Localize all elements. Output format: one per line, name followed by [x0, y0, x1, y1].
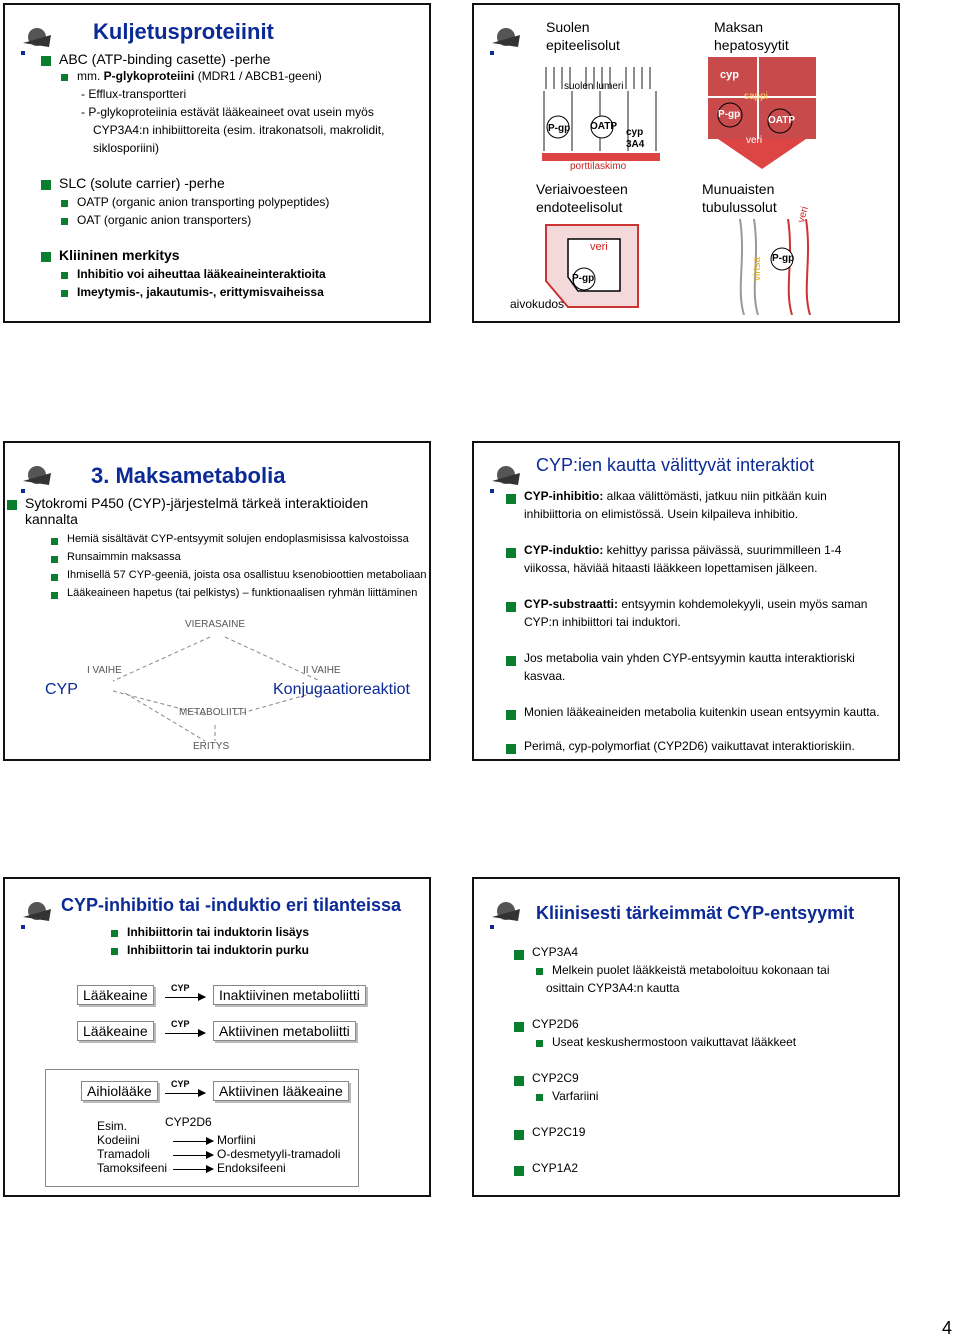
- inhibitio-text: alkaa välittömästi, jatkuu niin pitkään kuin: [603, 489, 827, 503]
- bullet-slc-text: SLC (solute carrier) -perhe: [59, 175, 225, 191]
- box-aktiivinen-metaboliitti: Aktiivinen metaboliitti: [213, 1021, 356, 1041]
- box-laakeaine-1: Lääkeaine: [77, 985, 154, 1005]
- perima-text: Perimä, cyp-polymorfiat (CYP2D6) vaikuttavat interaktioriskiin.: [524, 739, 855, 753]
- label-veri-bbb: veri: [590, 241, 608, 253]
- label-endoteelisolut: endoteelisolut: [536, 199, 623, 215]
- bullet-oat-text: OAT (organic anion transporters): [77, 213, 252, 227]
- cyp2d6-sub-text: Useat keskushermostoon vaikuttavat lääkkeet: [552, 1035, 797, 1049]
- label-hepatosyytit: hepatosyytit: [714, 37, 789, 53]
- bullet-cyp2c9: [514, 1071, 579, 1085]
- box-aihiolaake: Aihiolääke: [81, 1081, 158, 1101]
- pgp-bold: P-glykoproteiini: [103, 69, 195, 83]
- bullet-purku-text: Inhibiittorin tai induktorin purku: [127, 943, 309, 957]
- label-vierasaine: VIERASAINE: [185, 619, 246, 630]
- label-epiteelisolut: epiteelisolut: [546, 37, 620, 53]
- box-inaktiivinen: Inaktiivinen metaboliitti: [213, 985, 366, 1005]
- cyp2c19-text: CYP2C19: [532, 1125, 586, 1139]
- ex-tamoksifeeni: Tamoksifeeni: [97, 1161, 168, 1175]
- bullet-abc: [41, 51, 270, 67]
- label-konjugaatioreaktiot: Konjugaatioreaktiot: [273, 681, 410, 698]
- ex-tramadoli: Tramadoli: [97, 1147, 150, 1161]
- arrow-3: [165, 1093, 205, 1094]
- box-laakeaine-2: Lääkeaine: [77, 1021, 154, 1041]
- slide-kliinisesti-tarkeimmat: [472, 877, 900, 1197]
- slide-title: Kliinisesti tärkeimmät CYP-entsyymit: [536, 903, 855, 923]
- bullet-substraatti: [506, 597, 867, 611]
- bullet-oat: [61, 213, 251, 227]
- slide-cyp-interaktiot: [472, 441, 900, 761]
- bullet-slc: [41, 175, 225, 191]
- label-sappi: sappi: [744, 91, 768, 102]
- bullet-ihmisella-text: Ihmisellä 57 CYP-geeniä, joista osa osallistuu ksenobioottien metaboliaan: [67, 569, 427, 581]
- cyp1a2-text: CYP1A2: [532, 1161, 579, 1175]
- substraatti-bold: CYP-substraatti:: [524, 597, 619, 611]
- bullet-sytokromi: [7, 495, 415, 527]
- label-cyp-3: CYP: [171, 1079, 190, 1089]
- intestine-diagram: [542, 61, 662, 173]
- slide-transporter-diagrams: [472, 3, 900, 323]
- substraatti-cont: CYP:n inhibiittori tai induktori.: [524, 615, 681, 629]
- label-suolen: Suolen: [546, 19, 590, 35]
- label-cyp2d6: CYP2D6: [165, 1115, 212, 1129]
- dash-line-2: - P-glykoproteiinia estävät lääkeaineet ovat usein myös: [81, 105, 374, 119]
- bullet-inhibitio-text: Inhibitio voi aiheuttaa lääkeaineinteraktioita: [77, 267, 326, 281]
- bullet-sytokromi-text: Sytokromi P450 (CYP)-järjestelmä tärkeä interaktioiden kannalta: [25, 495, 369, 527]
- bullet-kliininen-text: Kliininen merkitys: [59, 247, 180, 263]
- inhibitio-cont: inhibiittoria on elimistössä. Usein kilpaileva inhibitio.: [524, 507, 799, 521]
- label-munuaisten: Munuaisten: [702, 181, 775, 197]
- induktio-bold: CYP-induktio:: [524, 543, 604, 557]
- bullet-perima: [506, 739, 855, 753]
- bullet-runsaimmin-text: Runsaimmin maksassa: [67, 551, 181, 563]
- slide-cyp-tilanteissa: [3, 877, 431, 1197]
- label-aivokudos: aivokudos: [510, 297, 565, 311]
- ex-o-desmetyyli: O-desmetyyli-tramadoli: [217, 1147, 341, 1161]
- bullet-hemia-text: Hemiä sisältävät CYP-entsyymit solujen endoplasmisissa kalvostoissa: [67, 533, 409, 545]
- bullet-cyp2c19: [514, 1125, 585, 1139]
- bullet-cyp2d6: [514, 1017, 579, 1031]
- arrow-2: [165, 1033, 205, 1034]
- bullet-imeytymis: [61, 285, 324, 299]
- substraatti-text: entsyymin kohdemolekyyli, usein myös saman: [618, 597, 868, 611]
- bullet-cyp1a2: [514, 1161, 578, 1175]
- bullet-lisays: [111, 925, 309, 939]
- cyp3a4-sub-text: Melkein puolet lääkkeistä metaboloituu kokonaan tai: [552, 963, 830, 977]
- dash-line-1: - Efflux-transportteri: [81, 87, 187, 101]
- ex-endoksifeeni: Endoksifeeni: [217, 1161, 286, 1175]
- bullet-laakeaineen-text: Lääkeaineen hapetus (tai pelkistys) – funktionaalisen ryhmän liittäminen: [67, 587, 418, 599]
- arrow-ex1: [173, 1141, 213, 1142]
- label-pgp-kidney: P-gp: [772, 253, 795, 264]
- label-pgp-liver: P-gp: [718, 109, 741, 120]
- label-eritys: ERITYS: [193, 741, 230, 752]
- bullet-oatp-text: OATP (organic anion transporting polypeptides): [77, 195, 330, 209]
- induktio-text: kehittyy parissa päivässä, suurimmilleen 1-4: [603, 543, 842, 557]
- bullet-purku: [111, 943, 309, 957]
- box-aktiivinen-laakeaine: Aktiivinen lääkeaine: [213, 1081, 349, 1101]
- bullet-monien: [506, 705, 880, 719]
- slide-title: Kuljetusproteiinit: [93, 19, 274, 44]
- label-tubulussolut: tubulussolut: [702, 199, 777, 215]
- university-logo-icon: [488, 23, 524, 57]
- label-oatp-intestine: OATP: [590, 121, 618, 132]
- label-maksan: Maksan: [714, 19, 764, 35]
- cyp2c9-text: CYP2C9: [532, 1071, 579, 1085]
- label-i-vaihe: I VAIHE: [87, 665, 122, 676]
- label-veriaivoesteen: Veriaivoesteen: [536, 181, 628, 197]
- jos-metabolia-cont: kasvaa.: [524, 669, 566, 683]
- label-cyp3a4-top: cyp: [626, 127, 644, 138]
- label-cyp-liver: cyp: [720, 69, 739, 81]
- label-cyp-phase1: CYP: [45, 681, 78, 698]
- ex-morfiini: Morfiini: [217, 1133, 256, 1147]
- sub-cyp3a4: [536, 963, 830, 977]
- university-logo-icon: [19, 897, 55, 931]
- sub-cyp2d6: [536, 1035, 796, 1049]
- bullet-inhibitio: [61, 267, 326, 281]
- label-esim: Esim.: [97, 1119, 127, 1133]
- slide-maksametabolia: [3, 441, 431, 761]
- cyp3a4-text: CYP3A4: [532, 945, 579, 959]
- monien-text: Monien lääkeaineiden metabolia kuitenkin usean entsyymin kautta.: [524, 705, 880, 719]
- kidney-tubule-diagram: [736, 219, 816, 315]
- sub-cyp3a4-cont: osittain CYP3A4:n kautta: [546, 981, 680, 995]
- bullet-kliininen: [41, 247, 180, 263]
- bullet-jos-metabolia: [506, 651, 855, 665]
- slide-title: 3. Maksametabolia: [91, 463, 286, 488]
- university-logo-icon: [488, 897, 524, 931]
- bullet-induktio: [506, 543, 841, 557]
- label-ii-vaihe: II VAIHE: [303, 665, 341, 676]
- bullet-laakeaineen: [51, 587, 417, 599]
- label-veri-kidney: veri: [796, 205, 811, 224]
- slide-kuljetusproteiinit: [3, 3, 431, 323]
- sub-cyp2c9: [536, 1089, 598, 1103]
- bullet-hemia: [51, 533, 409, 545]
- pgp-rest: (MDR1 / ABCB1-geeni): [194, 69, 322, 83]
- dash-line-4: siklosporiini): [93, 141, 160, 155]
- label-pgp-intestine: P-gp: [548, 123, 571, 134]
- label-veri-liver: veri: [746, 135, 763, 146]
- label-virtsa: virtsa: [752, 257, 763, 281]
- jos-metabolia-text: Jos metabolia vain yhden CYP-entsyymin kautta interaktioriski: [524, 651, 855, 665]
- bullet-runsaimmin: [51, 551, 181, 563]
- ex-kodeiini: Kodeiini: [97, 1133, 140, 1147]
- label-metaboliitti: METABOLIITTI: [179, 707, 247, 718]
- label-cyp3a4-bottom: 3A4: [626, 139, 645, 150]
- arrow-ex3: [173, 1169, 213, 1170]
- bullet-oatp: [61, 195, 329, 209]
- pgp-prefix: mm.: [77, 69, 104, 83]
- inhibitio-bold: CYP-inhibitio:: [524, 489, 604, 503]
- arrow-1: [165, 997, 205, 998]
- bullet-pgp: [61, 69, 322, 83]
- cyp2d6-text: CYP2D6: [532, 1017, 579, 1031]
- dash-line-3: CYP3A4:n inhibiittoreita (esim. itrakonatsoli, makrolidit,: [93, 123, 385, 137]
- bullet-cyp3a4: [514, 945, 578, 959]
- university-logo-icon: [19, 461, 55, 495]
- induktio-cont: viikossa, häviää hitaasti lääkkeen lopettamisen jälkeen.: [524, 561, 818, 575]
- bullet-lisays-text: Inhibiittorin tai induktorin lisäys: [127, 925, 310, 939]
- label-oatp-liver: OATP: [768, 115, 796, 126]
- page-number: 4: [942, 1318, 953, 1338]
- bullet-abc-text: ABC (ATP-binding casette) -perhe: [59, 51, 271, 67]
- cyp2c9-sub-text: Varfariini: [552, 1089, 599, 1103]
- label-porttilaskimo: porttilaskimo: [570, 161, 627, 172]
- bullet-imeytymis-text: Imeytymis-, jakautumis-, erittymisvaiheissa: [77, 285, 324, 299]
- bullet-ihmisella: [51, 569, 427, 581]
- slide-title: CYP:ien kautta välittyvät interaktiot: [536, 455, 815, 475]
- bullet-inhibitio: [506, 489, 827, 503]
- label-cyp-1: CYP: [171, 983, 190, 993]
- arrow-ex2: [173, 1155, 213, 1156]
- label-pgp-bbb: P-gp: [572, 273, 595, 284]
- slide-title: CYP-inhibitio tai -induktio eri tilanteissa: [61, 895, 402, 915]
- label-lumen: suolen lumeri: [564, 81, 624, 92]
- label-cyp-2: CYP: [171, 1019, 190, 1029]
